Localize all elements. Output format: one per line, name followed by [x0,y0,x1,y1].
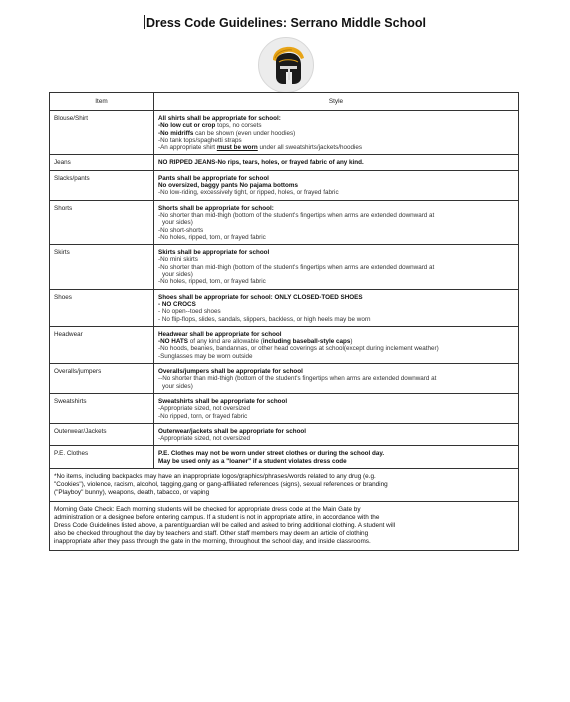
bold-text: Skirts shall be appropriate for school [158,249,270,257]
style-line [158,264,514,271]
bold-text: Shoes shall be appropriate for school: ONLY CLOSED-TOED SHOES [158,293,363,301]
style-cell [154,245,519,289]
style-line [158,130,514,137]
table-row [50,446,519,469]
notes-body [50,468,519,550]
style-line [158,175,514,182]
style-line [54,473,514,481]
bold-text: All shirts shall be appropriate for school: [158,115,281,122]
table-row [50,364,519,394]
table-row [50,111,519,155]
text: *No items, including backpacks may have an inappropriate logos/graphics/phrases/words related to any drug (e.g. [54,472,376,480]
bold-text: -NO HATS [158,338,188,346]
text: -No tank tops/spaghetti straps [158,136,242,144]
item-cell: Skirts [50,245,154,289]
style-line [54,481,514,489]
text: administration or a designee before entering campus. If a student is not in appropriate attire, in accordance with the [54,513,380,521]
style-line [158,144,514,151]
text-cursor [144,15,145,29]
item-cell: Slacks/pants [50,170,154,200]
note-row [50,501,519,550]
text: your sides) [162,382,193,390]
style-line [158,316,514,323]
text: "Cookies"), violence, racism, alcohol, tagging,gang or gang-affiliated references (signs), sexual references or branding [54,480,388,488]
text: of any kind are allowable ( [187,338,263,346]
text: your sides) [162,219,193,227]
style-line [158,368,514,375]
bold-text: May be used only as a "loaner" if a student violates dress code [158,457,347,465]
bold-text: P.E. Clothes may not be worn under street clothes or during the school day. [158,450,385,458]
text: tops, no corsets [215,122,262,130]
table-row [50,423,519,446]
text: Morning Gate Check: Each morning students will be checked for appropriate dress code at the Main Gate by [54,505,361,513]
style-line [158,383,514,390]
table-row [50,289,519,326]
style-line [158,159,514,166]
bold-text: including baseball-style caps [262,338,351,346]
text: Dress Code Guidelines listed above, a parent/guardian will be called and asked to bring additional clothing. A student will [54,521,396,529]
text: ) [350,338,353,346]
table-row [50,326,519,363]
style-line [158,256,514,263]
text: under all sweatshirts/jackets/hoodies [257,144,363,152]
style-line [54,530,514,538]
spartan-helmet-graphic [259,38,315,94]
style-line [158,115,514,122]
style-cell [154,423,519,446]
text: -No mini skirts [158,256,198,264]
text: ("Playboy" bunny), weapons, death, tabacco, or vaping [54,488,210,496]
text: -No shorter than mid-thigh (bottom of the student's fingertips when arms are extended downward at [158,211,435,219]
style-cell [154,326,519,363]
style-line [54,514,514,522]
style-line [158,294,514,301]
style-cell [154,289,519,326]
underlined-text: must be worn [216,144,258,152]
bold-text: Pants shall be appropriate for school [158,174,269,182]
style-line [158,271,514,278]
text: -No holes, ripped, torn, or frayed fabric [158,233,266,241]
bold-text: Sweatshirts shall be appropriate for school [158,397,288,405]
text: inappropriate after they pass through the gate in the morning, throughout the school day, and inside classrooms. [54,537,371,545]
bold-text: Shorts shall be appropriate for school: [158,204,274,212]
style-line [158,338,514,345]
item-cell: P.E. Clothes [50,446,154,469]
table-row [50,200,519,244]
style-line [54,522,514,530]
style-line [158,413,514,420]
table-body [50,111,519,469]
column-header-style: Style [154,93,519,111]
style-line [158,435,514,442]
item-cell: Outerwear/Jackets [50,423,154,446]
item-cell: Jeans [50,155,154,170]
text: -No ripped, torn, or frayed fabric [158,412,248,420]
style-line [54,538,514,546]
style-line [158,278,514,285]
style-line [158,308,514,315]
morning-gate-check-note [50,501,519,550]
spartan-helmet-icon [258,37,314,93]
style-cell [154,155,519,170]
text: -No holes, ripped, torn, or frayed fabric [158,278,266,286]
table-row [50,170,519,200]
style-line [158,182,514,189]
column-header-item: Item [50,93,154,111]
bold-text: Headwear shall be appropriate for school [158,330,282,338]
table-row [50,245,519,289]
style-line [158,189,514,196]
bold-text: -No midriffs [158,129,194,137]
inappropriate-items-note [50,468,519,501]
dress-code-table [49,92,519,551]
style-line [158,458,514,465]
text: -No hoods, beanies, bandannas, or other head coverings at school(except during inclement weather) [158,345,439,353]
page-title [0,15,570,30]
text: -Appropriate sized, not oversized [158,405,251,413]
style-line [158,428,514,435]
style-cell [154,446,519,469]
table-row [50,155,519,170]
style-cell [154,170,519,200]
item-cell: Blouse/Shirt [50,111,154,155]
bold-text: -No low cut or crop [158,122,216,130]
style-line [158,331,514,338]
item-cell: Shoes [50,289,154,326]
text: -An appropriate shirt [158,144,217,152]
style-line [158,398,514,405]
style-line [158,205,514,212]
text: - No open--toed shoes [158,308,221,316]
page-title-text: Dress Code Guidelines: Serrano Middle School [146,16,426,30]
style-line [54,506,514,514]
style-line [158,450,514,457]
text: - No flip-flops, slides, sandals, slippers, backless, or high heels may be worn [158,315,371,323]
bold-text: Outerwear/jackets shall be appropriate for school [158,427,307,435]
style-line [158,375,514,382]
style-line [158,219,514,226]
table-row [50,393,519,423]
style-cell [154,200,519,244]
text: -Appropriate sized, not oversized [158,435,251,443]
text: -Sunglasses may be worn outside [158,352,253,360]
item-cell: Overalls/jumpers [50,364,154,394]
bold-text: - NO CROCS [158,300,196,308]
text: -No shorter than mid-thigh (bottom of the student's fingertips when arms are extended downward at [158,263,435,271]
style-cell [154,111,519,155]
style-line [158,353,514,360]
text: -No low-riding, excessively tight, or ripped, holes, or frayed fabric [158,189,339,197]
text: --No shorter than mid-thigh (bottom of the student's fingertips when arms are extended downward at [158,375,437,383]
style-line [158,227,514,234]
style-line [158,301,514,308]
table-header-row [50,93,519,111]
style-line [158,212,514,219]
item-cell: Headwear [50,326,154,363]
style-cell [154,393,519,423]
note-row [50,468,519,501]
style-line [158,405,514,412]
style-line [54,489,514,497]
style-line [158,137,514,144]
style-line [158,234,514,241]
style-line [158,122,514,129]
bold-text: Overalls/jumpers shall be appropriate for school [158,368,303,376]
item-cell: Sweatshirts [50,393,154,423]
text: can be shown (even under hoodies) [193,129,296,137]
style-line [158,249,514,256]
text: your sides) [162,271,193,279]
style-line [158,345,514,352]
item-cell: Shorts [50,200,154,244]
bold-text: NO RIPPED JEANS-No rips, tears, holes, or frayed fabric of any kind. [158,159,364,167]
text: also be checked throughout the day by teachers and staff. Other staff members may deem an article of clothing [54,529,369,537]
bold-text: No oversized, baggy pants No pajama bottoms [158,182,298,190]
style-cell [154,364,519,394]
text: -No short-shorts [158,226,204,234]
